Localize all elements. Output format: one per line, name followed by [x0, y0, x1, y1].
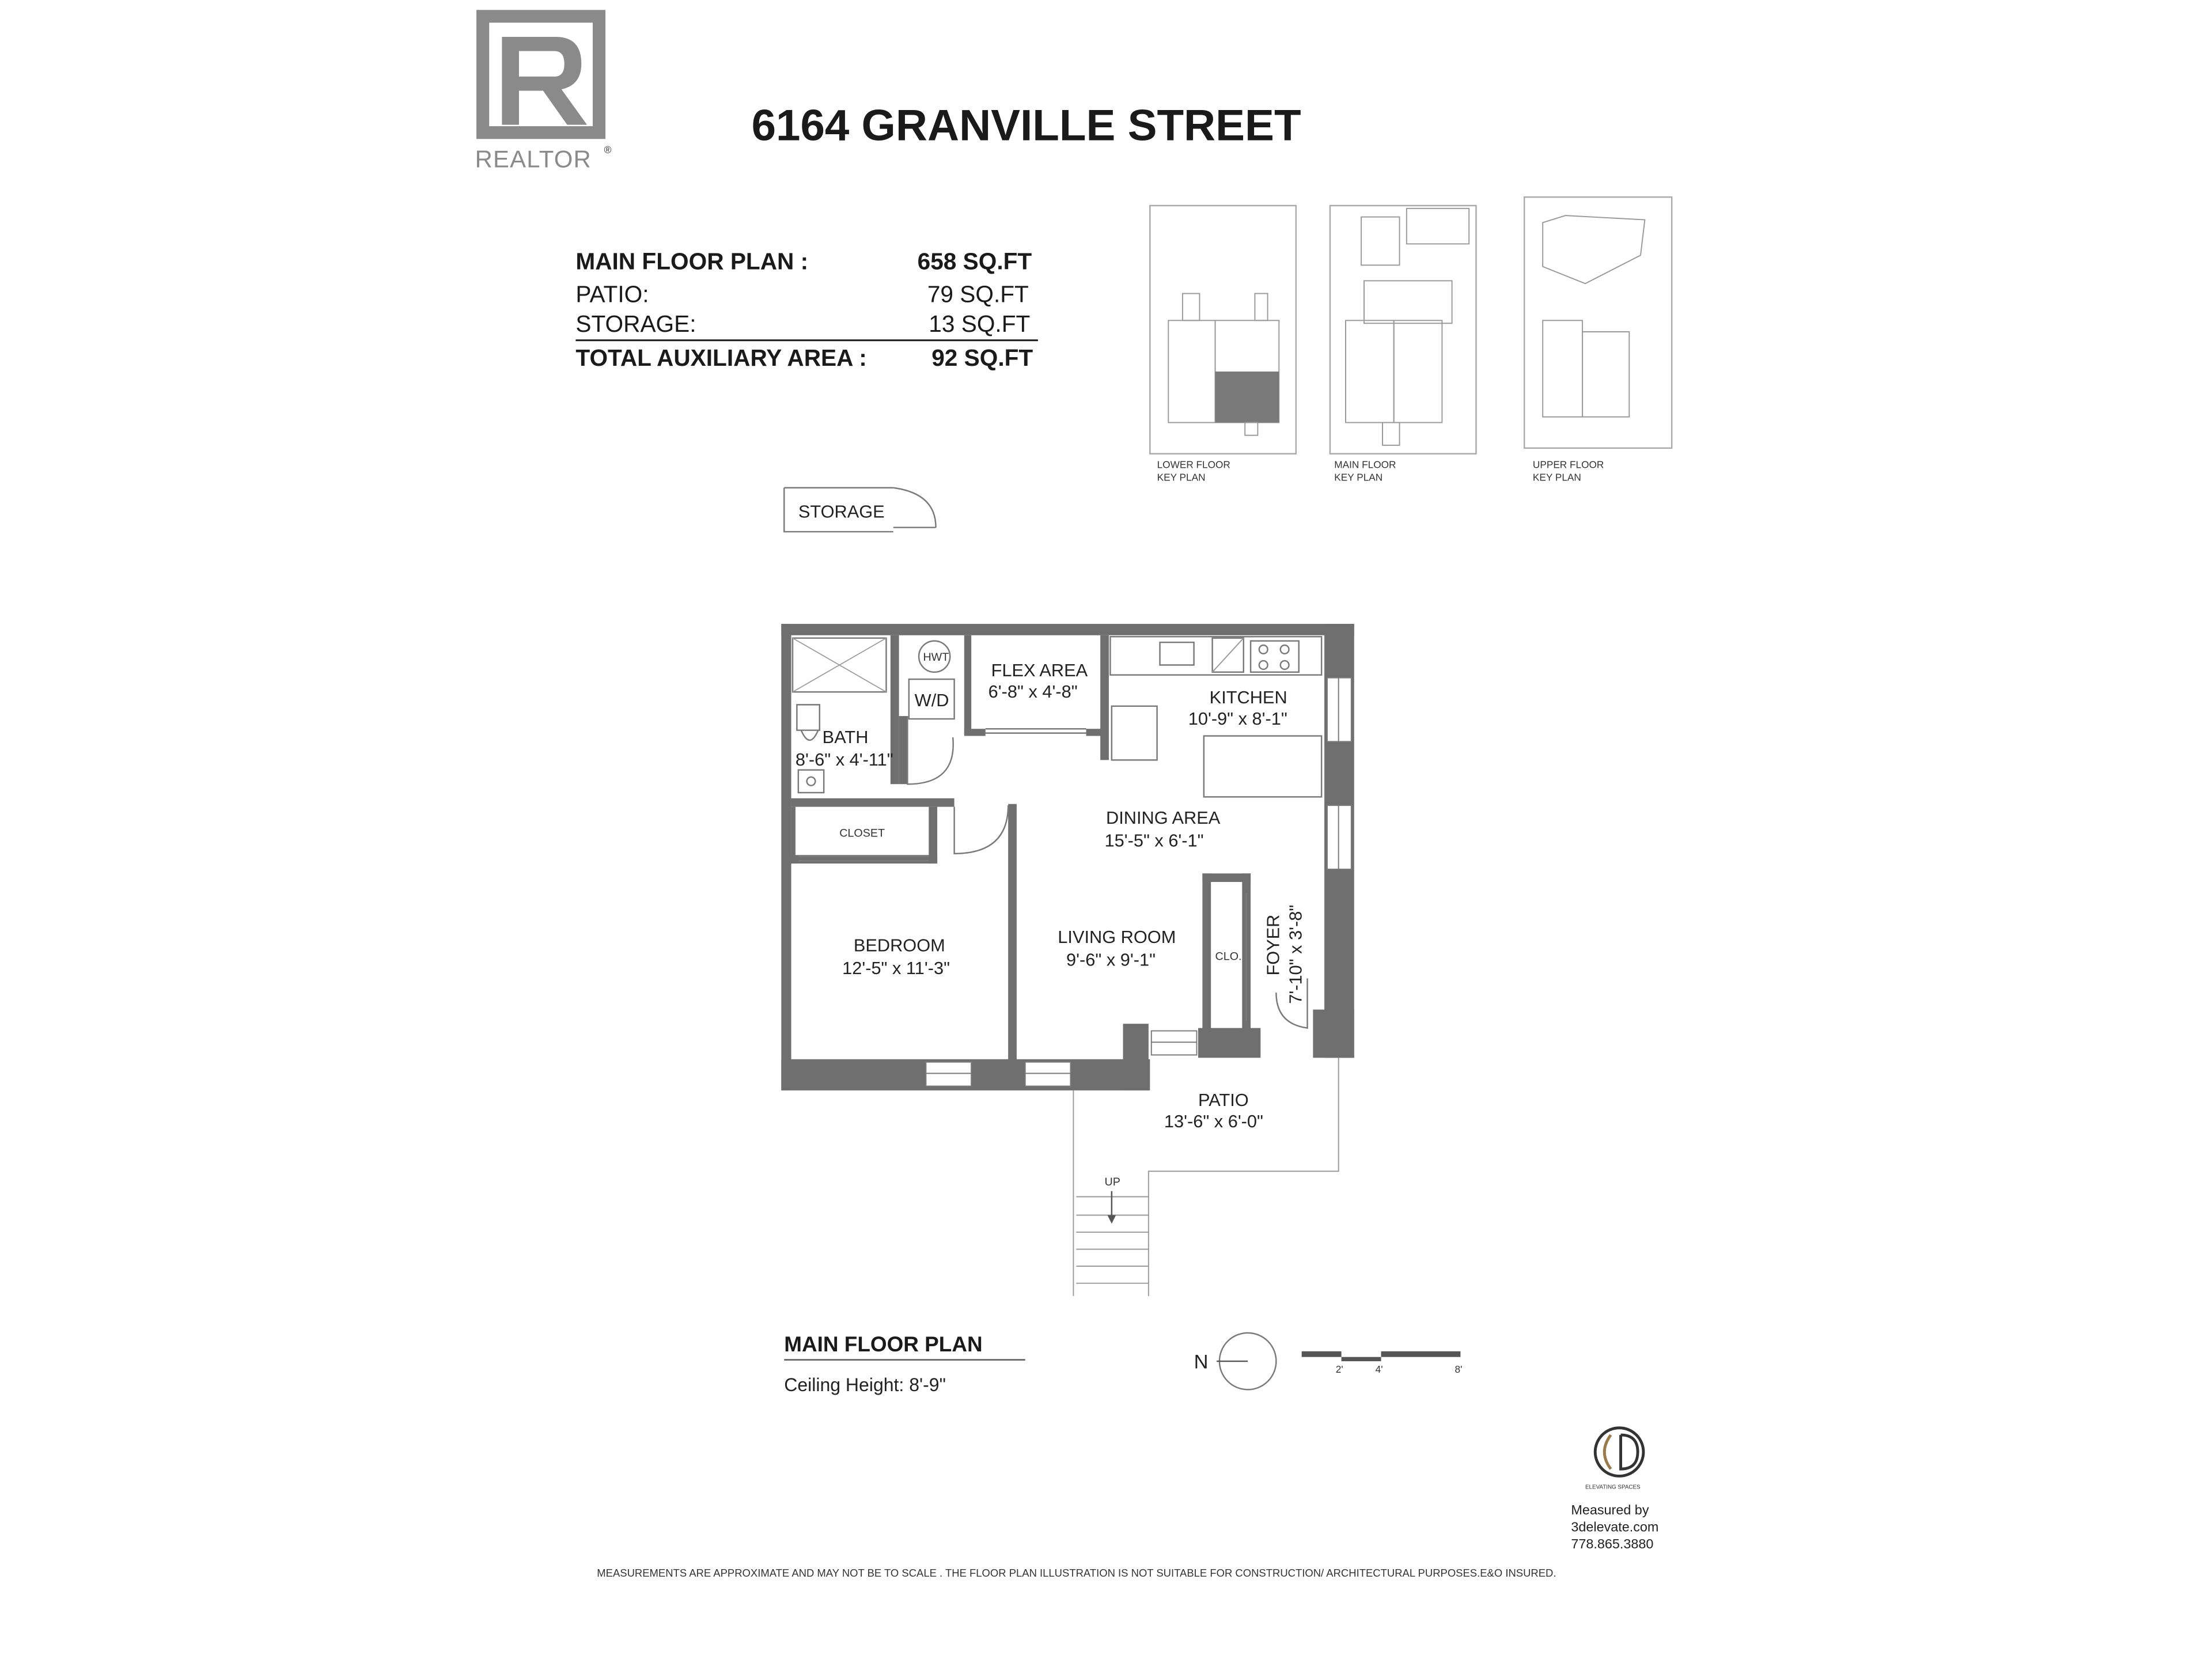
dining-area-dims: 15'-5" x 6'-1" [1104, 830, 1204, 851]
realtor-logo [475, 10, 612, 172]
flex-area-name: FLEX AREA [991, 660, 1088, 681]
living-room-dims: 9'-6" x 9'-1" [1066, 949, 1156, 970]
storage-unit [784, 488, 935, 532]
bath-dims: 8'-6" x 4'-11" [795, 749, 893, 770]
up-label: UP [1104, 1175, 1120, 1188]
foyer-dims: 7'-10" x 3'-8" [1285, 904, 1306, 1004]
key-plan-main [1330, 206, 1476, 483]
lower-key-plan-line1: LOWER FLOOR [1157, 459, 1230, 471]
measured-by-line3: 778.865.3880 [1571, 1536, 1654, 1551]
scale-bar [1302, 1351, 1463, 1375]
main-key-plan-line1: MAIN FLOOR [1334, 459, 1396, 471]
plan-caption-title: MAIN FLOOR PLAN [784, 1332, 983, 1356]
hwt-label: HWT [923, 651, 949, 664]
lower-key-plan-line2: KEY PLAN [1157, 471, 1206, 483]
north-arrow-icon [1194, 1333, 1277, 1389]
page-title: 6164 GRANVILLE STREET [751, 101, 1301, 150]
measured-by-line2: 3delevate.com [1571, 1519, 1659, 1535]
upper-key-plan-line1: UPPER FLOOR [1532, 459, 1604, 471]
storage-area-label: STORAGE: [575, 310, 696, 337]
3delevate-logo-icon [1595, 1428, 1643, 1476]
area-summary [575, 248, 1037, 371]
north-label: N [1194, 1351, 1209, 1373]
washer-dryer-label: W/D [914, 690, 949, 710]
patio-area-label: PATIO: [575, 281, 649, 308]
main-floor-area-value: 658 SQ.FT [917, 248, 1032, 275]
ceiling-height: Ceiling Height: 8'-9" [784, 1374, 946, 1395]
key-plan-upper [1524, 197, 1672, 483]
upper-key-plan-line2: KEY PLAN [1532, 471, 1581, 483]
bedroom-dims: 12'-5" x 11'-3" [842, 958, 950, 979]
scale-tick-4: 4' [1375, 1363, 1383, 1375]
storage-area-value: 13 SQ.FT [929, 310, 1031, 337]
patio-area-value: 79 SQ.FT [927, 281, 1029, 308]
registered-mark: ® [604, 143, 612, 156]
realtor-r-icon [476, 10, 605, 139]
key-plan-lower [1150, 206, 1296, 483]
clo-label: CLO. [1215, 950, 1242, 963]
disclaimer: MEASUREMENTS ARE APPROXIMATE AND MAY NOT BE TO SCALE . THE FLOOR PLAN ILLUSTRATION IS NOT SUITABLE FOR CONSTRUCTION/ ARCHITECTURAL PURPOSES.E&O INSURED. [597, 1567, 1556, 1580]
measured-by-block [1571, 1428, 1658, 1551]
living-room-name: LIVING ROOM [1058, 926, 1176, 947]
scale-tick-8: 8' [1455, 1363, 1463, 1375]
storage-label: STORAGE [798, 501, 885, 522]
main-key-plan-line2: KEY PLAN [1334, 471, 1383, 483]
patio-name: PATIO [1198, 1090, 1249, 1111]
stairs [1076, 1176, 1149, 1283]
brand-tagline: ELEVATING SPACES [1585, 1484, 1641, 1491]
scale-tick-2: 2' [1335, 1363, 1343, 1375]
realtor-text: REALTOR [475, 145, 592, 173]
kitchen-name: KITCHEN [1209, 687, 1287, 707]
main-floor-area-label: MAIN FLOOR PLAN : [575, 248, 809, 275]
bath-name: BATH [822, 726, 869, 747]
measured-by-line1: Measured by [1571, 1502, 1649, 1517]
bedroom-name: BEDROOM [853, 935, 945, 956]
patio-dims: 13'-6" x 6'-0" [1164, 1111, 1263, 1131]
main-floor-plan [781, 624, 1354, 1296]
foyer-name: FOYER [1263, 914, 1283, 976]
closet-label: CLOSET [839, 827, 885, 840]
flex-area-dims: 6'-8" x 4'-8" [988, 681, 1078, 702]
total-auxiliary-label: TOTAL AUXILIARY AREA : [575, 344, 867, 372]
dining-area-name: DINING AREA [1106, 808, 1221, 828]
kitchen-dims: 10'-9" x 8'-1" [1188, 708, 1287, 729]
total-auxiliary-value: 92 SQ.FT [931, 344, 1033, 372]
